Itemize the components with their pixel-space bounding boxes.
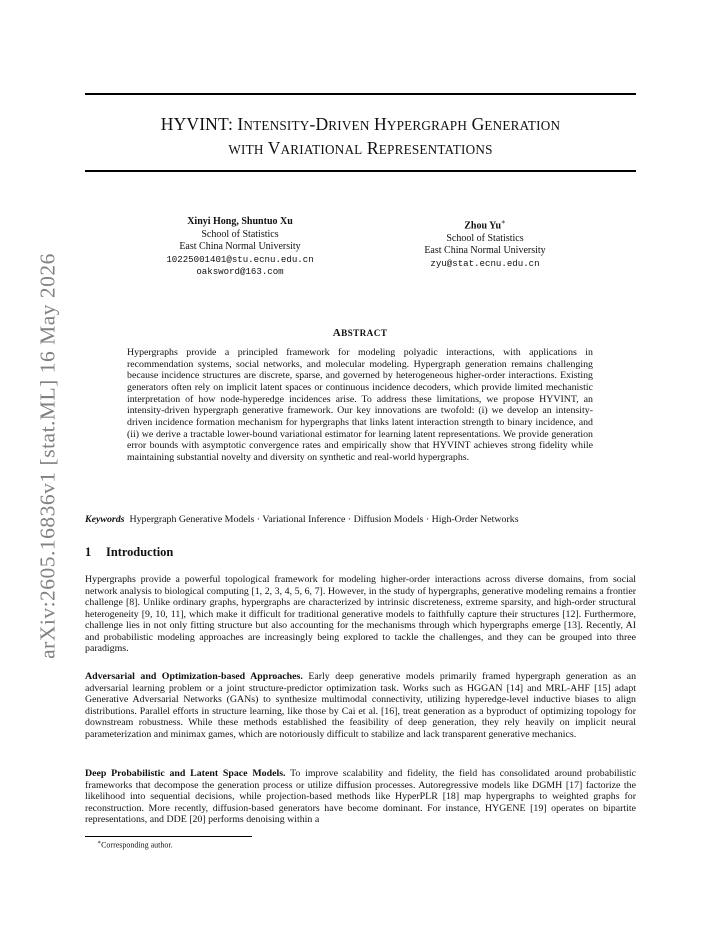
author-email: oaksword@163.com (196, 266, 284, 277)
abstract-heading: ABSTRACT (332, 327, 388, 339)
arxiv-identifier-stamp: arXiv:2605.16836v1 [stat.ML] 16 May 2026 (35, 253, 60, 659)
footnote: ∗Corresponding author. (97, 840, 173, 850)
corresponding-mark: ∗ (501, 218, 506, 226)
author-block-2 (395, 216, 575, 270)
keywords-list: Hypergraph Generative Models · Variational Inference · Diffusion Models · High-Order Networks (129, 514, 519, 525)
author-affiliation: School of Statistics (446, 232, 524, 244)
author-email: 10225001401@stu.ecnu.edu.cn (166, 253, 314, 265)
intro-paragraph-2: Adversarial and Optimization-based Approaches. Early deep generative models primarily framed hypergraph generation as an adversarial learning problem or a joint structure-predictor optimization task. Works such as HGGAN [14] and MRL-AHF [15] adapt Generative Adversarial Networks (GANs) to synthesize multimodal connectivity, utilizing hyperedge-level inductive biases to align distributions. Parallel efforts in structure learning, like those by Cai et al. [16], treat generation as a byproduct of optimizing topology for downstream robustness. While these methods established the feasibility of deep generation, they rely heavily on implicit neural parameterization and minimax games, which are notoriously difficult to stabilize and lack transparent generative mechanics. (85, 671, 637, 740)
author-affiliation: School of Statistics (201, 228, 279, 240)
title-line-1: HYVINT: INTENSITY-DRIVEN HYPERGRAPH GENERATION (160, 114, 561, 134)
title-bottom-rule (85, 170, 636, 172)
author-block-1 (150, 216, 330, 279)
paper-title (85, 113, 636, 161)
paragraph-lead: Adversarial and Optimization-based Approaches. (85, 671, 303, 682)
intro-paragraph-3: Deep Probabilistic and Latent Space Models. To improve scalability and fidelity, the field has consolidated around probabilistic frameworks that decompose the generation process or utilize diffusion processes. Autoregressive models like DGMH [17] factorize the likelihood into sequential decisions, while projection-based methods like HyperPLR [18] map hypergraphs to weighted graphs for reconstruction. More recently, diffusion-based generators have become dominant. For instance, HYGENE [19] operates on bipartite representations, and DDE [20] performs denoising within a (85, 768, 636, 826)
paragraph-lead: Deep Probabilistic and Latent Space Models. (85, 768, 286, 779)
section-heading-introduction (85, 545, 173, 560)
section-title: Introduction (106, 545, 174, 559)
author-email: zyu@stat.ecnu.edu.cn (430, 257, 540, 269)
author-institution: East China Normal University (179, 241, 301, 252)
author-institution: East China Normal University (424, 245, 546, 257)
section-number: 1 (85, 545, 92, 559)
keywords-line (85, 514, 645, 525)
author-names: Zhou Yu∗ (464, 218, 506, 232)
title-top-rule (85, 93, 636, 95)
footnote-rule (85, 836, 252, 837)
keywords-label: Keywords (85, 514, 125, 525)
author-names: Xinyi Hong, Shuntuo Xu (187, 216, 293, 227)
title-line-2: WITH VARIATIONAL REPRESENTATIONS (228, 138, 493, 158)
abstract-text: Hypergraphs provide a principled framework for modeling polyadic interactions, with applications in recommendation systems, social networks, and molecular modeling. Hypergraph generation remains challenging because incidence structures are discrete, sparse, and governed by heterogeneous higher-order interactions. Existing generators often rely on implicit latent spaces or continuous incidence decoders, which provide limited mechanistic interpretation of how node-hyperedge incidences arise. To address these limitations, we propose HYVINT, an intensity-driven hypergraph generative framework. Our key innovations are twofold: (i) we develop an intensity-driven incidence formation mechanism for hypergraphs that links latent interaction strength to binary incidence, and (ii) we derive a tractable lower-bound variational estimator for learning latent representations. We provide generation error bounds with asymptotic convergence rates and empirically show that HYVINT achieves strong fidelity while maintaining substantial novelty and diversity on synthetic and real-world hypergraphs. (127, 347, 593, 463)
intro-paragraph-1: Hypergraphs provide a powerful topological framework for modeling higher-order interactions across diverse domains, from social network analysis to biological computing [1, 2, 3, 4, 5, 6, 7]. However, in the study of hypergraphs, generative modeling remains a frontier challenge [8]. Unlike ordinary graphs, hypergraphs are characterized by intrinsic discreteness, extreme sparsity, and high-order structural heterogeneity [9, 10, 11], which make it difficult for traditional generative models to faithfully capture their structures [12]. Furthermore, challenge lies in not only fitting structure but also accounting for the mechanisms through which hypergraphs emerge [13]. Recently, AI and probabilistic modeling approaches are increasingly being explored to tackle the challenges, and they can be grouped into three paradigms. (85, 574, 636, 655)
